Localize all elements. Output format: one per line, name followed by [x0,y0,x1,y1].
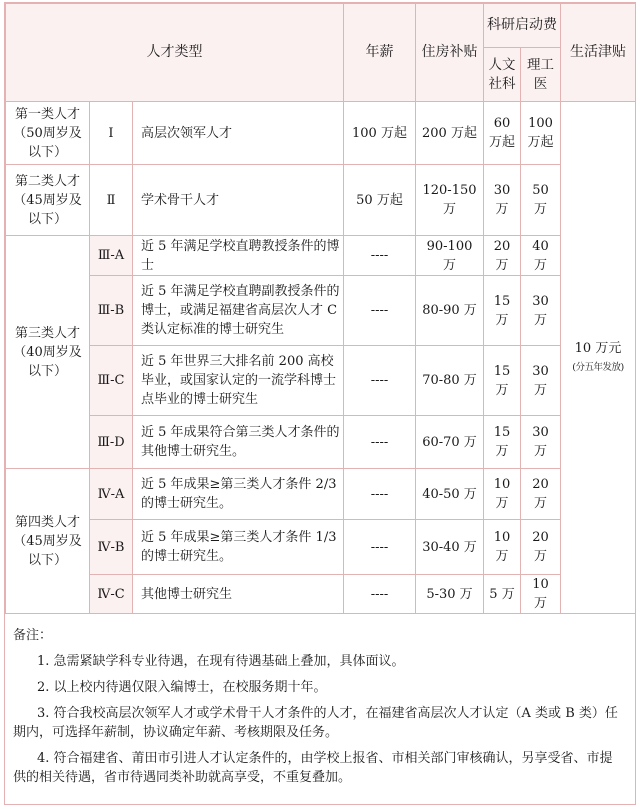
humanities-cell: 15 万 [484,346,521,416]
header-humanities: 人文社科 [484,48,521,102]
science-cell: 40 万 [521,236,561,276]
housing-cell: 30-40 万 [416,520,484,575]
humanities-cell: 10 万 [484,520,521,575]
level-cell: Ⅲ-D [90,416,133,469]
housing-cell: 80-90 万 [416,276,484,346]
note-item: 3. 符合我校高层次领军人才或学术骨干人才条件的人才，在福建省高层次人才认定（A 类或 B 类）任期内，可选择年薪制，协议确定年薪、考核期限及任务。 [13,706,618,740]
desc-cell: 近 5 年成果≥第三类人才条件 1/3 的博士研究生。 [133,520,344,575]
science-cell: 20 万 [521,520,561,575]
group-cell: 第二类人才（45周岁及以下） [6,165,90,236]
housing-cell: 70-80 万 [416,346,484,416]
science-cell: 100 万起 [521,102,561,165]
desc-cell: 近 5 年满足学校直聘教授条件的博士 [133,236,344,276]
table-row [6,416,636,469]
science-cell: 30 万 [521,416,561,469]
humanities-cell: 10 万 [484,469,521,520]
note-item: 4. 符合福建省、莆田市引进人才认定条件的，由学校上报省、市相关部门审核确认，另享受省、市提供的相关待遇，省市待遇同类补助就高享受，不重复叠加。 [13,751,613,785]
humanities-cell: 20 万 [484,236,521,276]
group-cell: 第三类人才（40周岁及以下） [6,236,90,469]
header-housing: 住房补贴 [416,4,484,102]
salary-cell: ---- [344,346,416,416]
salary-cell: ---- [344,236,416,276]
level-cell: Ⅲ-C [90,346,133,416]
table-row [6,102,636,165]
housing-cell: 120-150 万 [416,165,484,236]
header-living: 生活津贴 [561,4,636,102]
salary-cell: ---- [344,416,416,469]
level-cell: Ⅰ [90,102,133,165]
table-row [6,276,636,346]
salary-cell: ---- [344,575,416,614]
science-cell: 50 万 [521,165,561,236]
benefits-document [4,2,636,805]
level-cell: Ⅳ-A [90,469,133,520]
desc-cell: 学术骨干人才 [133,165,344,236]
desc-cell: 高层次领军人才 [133,102,344,165]
science-cell: 30 万 [521,346,561,416]
housing-cell: 200 万起 [416,102,484,165]
table-row [6,575,636,614]
humanities-cell: 60 万起 [484,102,521,165]
group-cell: 第一类人才（50周岁及以下） [6,102,90,165]
salary-cell: ---- [344,276,416,346]
housing-cell: 40-50 万 [416,469,484,520]
humanities-cell: 15 万 [484,416,521,469]
notes-section [5,614,635,787]
desc-cell: 近 5 年世界三大排名前 200 高校毕业，或国家认定的一流学科博士点毕业的博士研究生 [133,346,344,416]
science-cell: 10 万 [521,575,561,614]
housing-cell: 5-30 万 [416,575,484,614]
humanities-cell: 5 万 [484,575,521,614]
salary-cell: ---- [344,520,416,575]
desc-cell: 近 5 年成果符合第三类人才条件的其他博士研究生。 [133,416,344,469]
level-cell: Ⅳ-C [90,575,133,614]
group-cell: 第四类人才（45周岁及以下） [6,469,90,614]
level-cell: Ⅱ [90,165,133,236]
header-research: 科研启动费 [484,4,561,48]
level-cell: Ⅲ-B [90,276,133,346]
science-cell: 20 万 [521,469,561,520]
humanities-cell: 30 万 [484,165,521,236]
housing-cell: 90-100 万 [416,236,484,276]
note-item: 2. 以上校内待遇仅限入编博士，在校服务期十年。 [37,680,327,695]
talent-benefits-table [5,3,636,614]
science-cell: 30 万 [521,276,561,346]
salary-cell: 50 万起 [344,165,416,236]
desc-cell: 近 5 年成果≥第三类人才条件 2/3 的博士研究生。 [133,469,344,520]
table-row [6,236,636,276]
living-note: (分五年发放) [572,361,624,373]
header-salary: 年薪 [344,4,416,102]
table-row [6,346,636,416]
humanities-cell: 15 万 [484,276,521,346]
header-science: 理工医 [521,48,561,102]
living-allowance-cell [561,102,636,614]
living-amount: 10 万元 [574,340,622,356]
salary-cell: 100 万起 [344,102,416,165]
notes-title: 备注： [13,628,53,643]
note-item: 1. 急需紧缺学科专业待遇，在现有待遇基础上叠加，具体面议。 [37,654,405,669]
table-row [6,469,636,520]
level-cell: Ⅲ-A [90,236,133,276]
header-category: 人才类型 [6,4,344,102]
housing-cell: 60-70 万 [416,416,484,469]
level-cell: Ⅳ-B [90,520,133,575]
desc-cell: 其他博士研究生 [133,575,344,614]
table-row [6,165,636,236]
table-row [6,520,636,575]
salary-cell: ---- [344,469,416,520]
desc-cell: 近 5 年满足学校直聘副教授条件的博士，或满足福建省高层次人才 C 类认定标准的博士研究生 [133,276,344,346]
